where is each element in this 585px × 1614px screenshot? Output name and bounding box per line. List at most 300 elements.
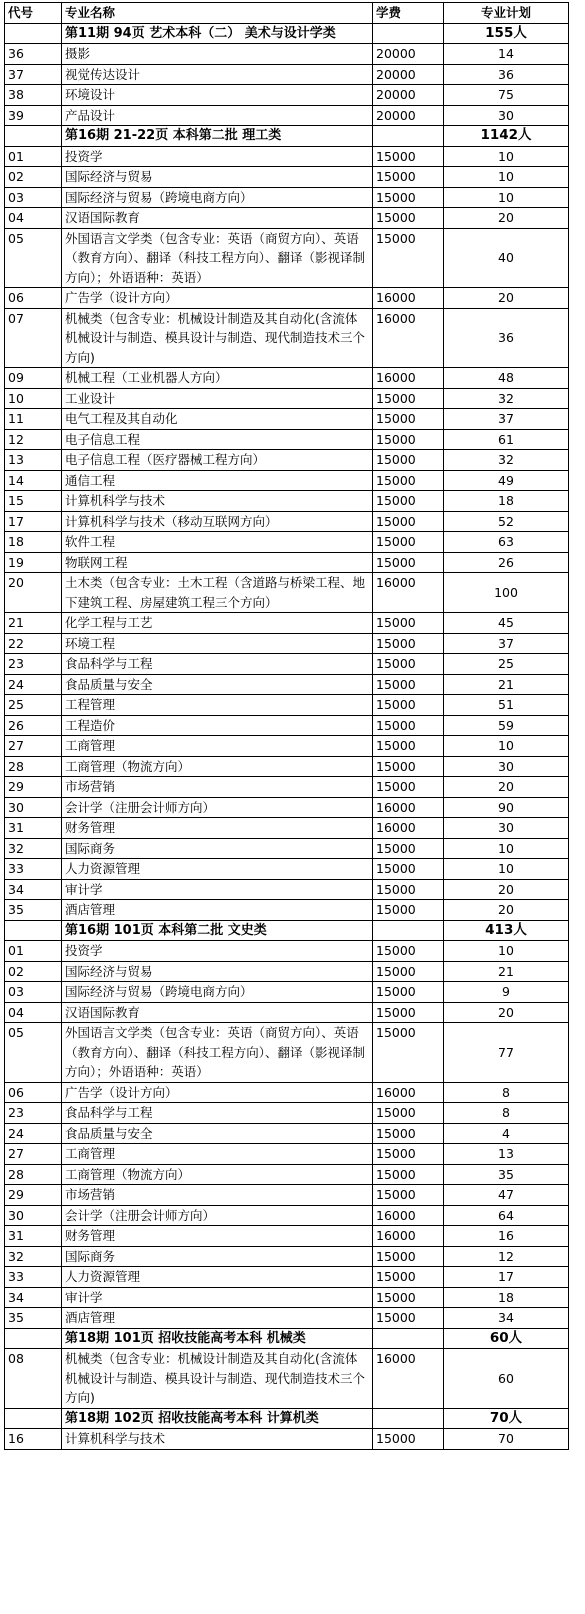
row-major-name: 土木类（包含专业：土木工程（含道路与桥梁工程、地下建筑工程、房屋建筑工程三个方向） [62,573,373,613]
row-tuition: 15000 [373,1287,444,1308]
table-row [5,1023,569,1083]
row-code: 29 [5,777,62,798]
row-tuition: 15000 [373,859,444,880]
row-plan: 30 [444,105,569,126]
row-tuition: 20000 [373,105,444,126]
row-tuition: 15000 [373,450,444,471]
row-major-name: 投资学 [62,941,373,962]
table-row [5,777,569,798]
row-plan: 20 [444,1002,569,1023]
row-code: 17 [5,511,62,532]
row-code: 28 [5,1164,62,1185]
row-major-name: 汉语国际教育 [62,208,373,229]
table-row [5,756,569,777]
row-code: 04 [5,208,62,229]
row-plan: 10 [444,838,569,859]
row-plan: 47 [444,1185,569,1206]
row-plan: 75 [444,85,569,106]
table-row [5,1082,569,1103]
row-major-name: 工商管理 [62,1144,373,1165]
row-tuition: 16000 [373,1349,444,1409]
table-row [5,1164,569,1185]
row-plan: 32 [444,388,569,409]
header-row [5,3,569,24]
table-row [5,1349,569,1409]
table-row [5,1226,569,1247]
row-plan: 10 [444,187,569,208]
row-major-name: 通信工程 [62,470,373,491]
row-code: 24 [5,674,62,695]
row-major-name: 审计学 [62,1287,373,1308]
row-plan: 36 [444,64,569,85]
row-plan: 10 [444,859,569,880]
row-plan: 9 [444,982,569,1003]
row-tuition: 15000 [373,1144,444,1165]
row-major-name: 摄影 [62,44,373,65]
row-code: 35 [5,1308,62,1329]
table-row [5,1144,569,1165]
row-tuition: 16000 [373,308,444,368]
row-major-name: 化学工程与工艺 [62,613,373,634]
row-plan: 48 [444,368,569,389]
enrollment-plan-document [4,2,569,1450]
table-row [5,470,569,491]
row-tuition: 15000 [373,1023,444,1083]
row-plan: 59 [444,715,569,736]
table-row [5,1287,569,1308]
row-plan: 100 [444,573,569,613]
row-tuition: 15000 [373,982,444,1003]
row-code: 19 [5,552,62,573]
row-plan: 21 [444,674,569,695]
row-code: 06 [5,1082,62,1103]
row-code: 02 [5,167,62,188]
row-plan: 30 [444,756,569,777]
row-major-name: 外国语言文学类（包含专业：英语（商贸方向）、英语（教育方向）、翻译（科技工程方向）、翻译（影视译制方向）；外语语种：英语） [62,228,373,288]
table-row [5,1246,569,1267]
row-tuition: 15000 [373,756,444,777]
row-major-name: 国际经济与贸易 [62,961,373,982]
row-tuition: 15000 [373,388,444,409]
row-major-name: 环境工程 [62,633,373,654]
table-row [5,695,569,716]
row-major-name: 会计学（注册会计师方向） [62,1205,373,1226]
row-plan: 60 [444,1349,569,1409]
row-tuition: 15000 [373,552,444,573]
row-major-name: 计算机科学与技术（移动互联网方向） [62,511,373,532]
row-plan: 20 [444,777,569,798]
row-tuition: 15000 [373,1164,444,1185]
row-plan: 36 [444,308,569,368]
row-code: 15 [5,491,62,512]
row-major-name: 国际经济与贸易（跨境电商方向） [62,187,373,208]
row-plan: 20 [444,900,569,921]
row-plan: 8 [444,1082,569,1103]
row-code: 37 [5,64,62,85]
row-code: 05 [5,1023,62,1083]
table-row [5,105,569,126]
row-code: 26 [5,715,62,736]
table-row [5,879,569,900]
row-plan: 90 [444,797,569,818]
row-major-name: 物联网工程 [62,552,373,573]
row-major-name: 机械类（包含专业：机械设计制造及其自动化(含流体机械设计与制造、模具设计与制造、现代制造技术三个方向) [62,1349,373,1409]
row-code: 34 [5,1287,62,1308]
row-code: 31 [5,818,62,839]
row-tuition: 15000 [373,961,444,982]
section-header-row [5,23,569,44]
section-code-cell [5,23,62,44]
row-tuition: 16000 [373,1226,444,1247]
row-major-name: 电气工程及其自动化 [62,409,373,430]
table-row [5,900,569,921]
row-major-name: 广告学（设计方向） [62,288,373,309]
row-plan: 8 [444,1103,569,1124]
row-major-name: 视觉传达设计 [62,64,373,85]
row-major-name: 汉语国际教育 [62,1002,373,1023]
row-tuition: 15000 [373,1429,444,1450]
table-row [5,736,569,757]
row-plan: 26 [444,552,569,573]
row-major-name: 国际商务 [62,1246,373,1267]
row-plan: 61 [444,429,569,450]
table-row [5,511,569,532]
table-row [5,450,569,471]
row-code: 33 [5,859,62,880]
row-code: 35 [5,900,62,921]
row-tuition: 20000 [373,85,444,106]
table-row [5,146,569,167]
row-major-name: 计算机科学与技术 [62,1429,373,1450]
section-fee-cell [373,126,444,147]
row-major-name: 市场营销 [62,777,373,798]
row-tuition: 15000 [373,941,444,962]
row-plan: 49 [444,470,569,491]
table-row [5,1267,569,1288]
row-tuition: 15000 [373,409,444,430]
row-code: 24 [5,1123,62,1144]
table-row [5,859,569,880]
section-total: 60人 [444,1328,569,1349]
header-plan: 专业计划 [444,3,569,24]
row-major-name: 人力资源管理 [62,859,373,880]
row-major-name: 酒店管理 [62,900,373,921]
row-code: 05 [5,228,62,288]
row-major-name: 产品设计 [62,105,373,126]
table-row [5,1185,569,1206]
row-tuition: 15000 [373,736,444,757]
row-major-name: 投资学 [62,146,373,167]
row-major-name: 食品科学与工程 [62,654,373,675]
row-plan: 20 [444,288,569,309]
section-fee-cell [373,23,444,44]
row-plan: 20 [444,208,569,229]
row-tuition: 15000 [373,900,444,921]
row-plan: 40 [444,228,569,288]
row-plan: 16 [444,1226,569,1247]
row-tuition: 15000 [373,879,444,900]
row-major-name: 工商管理（物流方向） [62,756,373,777]
row-tuition: 15000 [373,1308,444,1329]
row-code: 31 [5,1226,62,1247]
row-tuition: 15000 [373,1267,444,1288]
table-row [5,1308,569,1329]
row-code: 11 [5,409,62,430]
section-code-cell [5,1328,62,1349]
row-plan: 12 [444,1246,569,1267]
row-plan: 77 [444,1023,569,1083]
row-code: 01 [5,146,62,167]
row-tuition: 15000 [373,633,444,654]
row-tuition: 16000 [373,797,444,818]
row-code: 29 [5,1185,62,1206]
row-code: 33 [5,1267,62,1288]
header-tuition: 学费 [373,3,444,24]
row-tuition: 15000 [373,146,444,167]
row-plan: 51 [444,695,569,716]
section-code-cell [5,126,62,147]
table-row [5,715,569,736]
row-plan: 70 [444,1429,569,1450]
table-row [5,613,569,634]
table-row [5,308,569,368]
row-major-name: 食品质量与安全 [62,1123,373,1144]
row-plan: 37 [444,633,569,654]
section-title: 第18期 101页 招收技能高考本科 机械类 [62,1328,373,1349]
row-tuition: 15000 [373,1002,444,1023]
row-tuition: 15000 [373,208,444,229]
row-tuition: 15000 [373,511,444,532]
row-tuition: 15000 [373,674,444,695]
row-code: 28 [5,756,62,777]
row-code: 27 [5,1144,62,1165]
row-major-name: 工程造价 [62,715,373,736]
row-code: 20 [5,573,62,613]
table-row [5,797,569,818]
row-code: 22 [5,633,62,654]
section-title: 第16期 21-22页 本科第二批 理工类 [62,126,373,147]
row-tuition: 16000 [373,818,444,839]
row-code: 30 [5,1205,62,1226]
row-code: 04 [5,1002,62,1023]
row-tuition: 15000 [373,228,444,288]
row-plan: 13 [444,1144,569,1165]
row-code: 27 [5,736,62,757]
row-plan: 64 [444,1205,569,1226]
row-plan: 20 [444,879,569,900]
table-row [5,409,569,430]
row-code: 03 [5,982,62,1003]
table-row [5,85,569,106]
row-code: 38 [5,85,62,106]
section-header-row [5,126,569,147]
row-code: 01 [5,941,62,962]
table-row [5,187,569,208]
row-code: 06 [5,288,62,309]
enrollment-plan-table [4,2,569,1450]
section-fee-cell [373,1328,444,1349]
row-code: 23 [5,654,62,675]
row-code: 14 [5,470,62,491]
row-code: 02 [5,961,62,982]
row-major-name: 会计学（注册会计师方向） [62,797,373,818]
row-plan: 10 [444,167,569,188]
row-major-name: 工业设计 [62,388,373,409]
row-major-name: 软件工程 [62,532,373,553]
row-major-name: 酒店管理 [62,1308,373,1329]
row-plan: 10 [444,941,569,962]
row-tuition: 15000 [373,167,444,188]
table-row [5,941,569,962]
row-code: 39 [5,105,62,126]
row-major-name: 市场营销 [62,1185,373,1206]
row-code: 25 [5,695,62,716]
table-row [5,1429,569,1450]
row-plan: 52 [444,511,569,532]
row-major-name: 财务管理 [62,1226,373,1247]
section-title: 第18期 102页 招收技能高考本科 计算机类 [62,1408,373,1429]
row-major-name: 工商管理（物流方向） [62,1164,373,1185]
row-major-name: 财务管理 [62,818,373,839]
table-row [5,228,569,288]
section-title: 第16期 101页 本科第二批 文史类 [62,920,373,941]
row-plan: 25 [444,654,569,675]
table-row [5,573,569,613]
row-code: 10 [5,388,62,409]
table-row [5,961,569,982]
row-plan: 37 [444,409,569,430]
row-code: 30 [5,797,62,818]
table-row [5,368,569,389]
row-plan: 17 [444,1267,569,1288]
row-code: 03 [5,187,62,208]
section-total: 1142人 [444,126,569,147]
row-code: 09 [5,368,62,389]
row-plan: 18 [444,491,569,512]
section-title: 第11期 94页 艺术本科（二） 美术与设计学类 [62,23,373,44]
row-major-name: 国际经济与贸易（跨境电商方向） [62,982,373,1003]
row-tuition: 15000 [373,715,444,736]
row-code: 32 [5,838,62,859]
row-plan: 35 [444,1164,569,1185]
section-code-cell [5,1408,62,1429]
row-tuition: 15000 [373,1123,444,1144]
row-tuition: 15000 [373,654,444,675]
row-major-name: 环境设计 [62,85,373,106]
row-code: 21 [5,613,62,634]
table-row [5,167,569,188]
table-row [5,64,569,85]
section-header-row [5,920,569,941]
row-code: 32 [5,1246,62,1267]
row-major-name: 审计学 [62,879,373,900]
row-code: 13 [5,450,62,471]
row-major-name: 外国语言文学类（包含专业：英语（商贸方向）、英语（教育方向）、翻译（科技工程方向）、翻译（影视译制方向）；外语语种：英语） [62,1023,373,1083]
table-row [5,288,569,309]
row-plan: 10 [444,736,569,757]
table-body [5,23,569,1449]
section-header-row [5,1328,569,1349]
table-row [5,654,569,675]
row-major-name: 电子信息工程（医疗器械工程方向） [62,450,373,471]
table-row [5,552,569,573]
table-row [5,532,569,553]
row-major-name: 工程管理 [62,695,373,716]
row-code: 18 [5,532,62,553]
row-tuition: 16000 [373,368,444,389]
row-major-name: 机械工程（工业机器人方向） [62,368,373,389]
table-row [5,388,569,409]
row-tuition: 20000 [373,64,444,85]
section-total: 70人 [444,1408,569,1429]
row-code: 12 [5,429,62,450]
row-tuition: 16000 [373,1205,444,1226]
row-tuition: 15000 [373,695,444,716]
row-plan: 21 [444,961,569,982]
row-code: 36 [5,44,62,65]
table-row [5,838,569,859]
row-code: 34 [5,879,62,900]
table-row [5,491,569,512]
row-plan: 63 [444,532,569,553]
row-major-name: 国际经济与贸易 [62,167,373,188]
header-major-name: 专业名称 [62,3,373,24]
section-fee-cell [373,1408,444,1429]
table-row [5,982,569,1003]
row-tuition: 15000 [373,1103,444,1124]
row-plan: 4 [444,1123,569,1144]
table-row [5,429,569,450]
table-row [5,633,569,654]
row-code: 23 [5,1103,62,1124]
row-tuition: 16000 [373,288,444,309]
row-major-name: 机械类（包含专业：机械设计制造及其自动化(含流体机械设计与制造、模具设计与制造、现代制造技术三个方向) [62,308,373,368]
row-plan: 45 [444,613,569,634]
row-major-name: 计算机科学与技术 [62,491,373,512]
row-tuition: 20000 [373,44,444,65]
table-row [5,1205,569,1226]
section-total: 413人 [444,920,569,941]
table-row [5,1103,569,1124]
row-tuition: 15000 [373,777,444,798]
table-row [5,1002,569,1023]
row-tuition: 16000 [373,573,444,613]
row-major-name: 食品科学与工程 [62,1103,373,1124]
row-major-name: 广告学（设计方向） [62,1082,373,1103]
row-plan: 14 [444,44,569,65]
table-row [5,208,569,229]
row-tuition: 15000 [373,838,444,859]
row-plan: 32 [444,450,569,471]
row-plan: 10 [444,146,569,167]
row-major-name: 电子信息工程 [62,429,373,450]
table-row [5,818,569,839]
row-tuition: 15000 [373,1185,444,1206]
row-code: 16 [5,1429,62,1450]
row-plan: 30 [444,818,569,839]
row-tuition: 15000 [373,532,444,553]
table-row [5,44,569,65]
row-major-name: 食品质量与安全 [62,674,373,695]
section-fee-cell [373,920,444,941]
row-plan: 18 [444,1287,569,1308]
row-tuition: 15000 [373,491,444,512]
row-tuition: 15000 [373,1246,444,1267]
section-header-row [5,1408,569,1429]
section-code-cell [5,920,62,941]
table-row [5,674,569,695]
row-tuition: 15000 [373,613,444,634]
